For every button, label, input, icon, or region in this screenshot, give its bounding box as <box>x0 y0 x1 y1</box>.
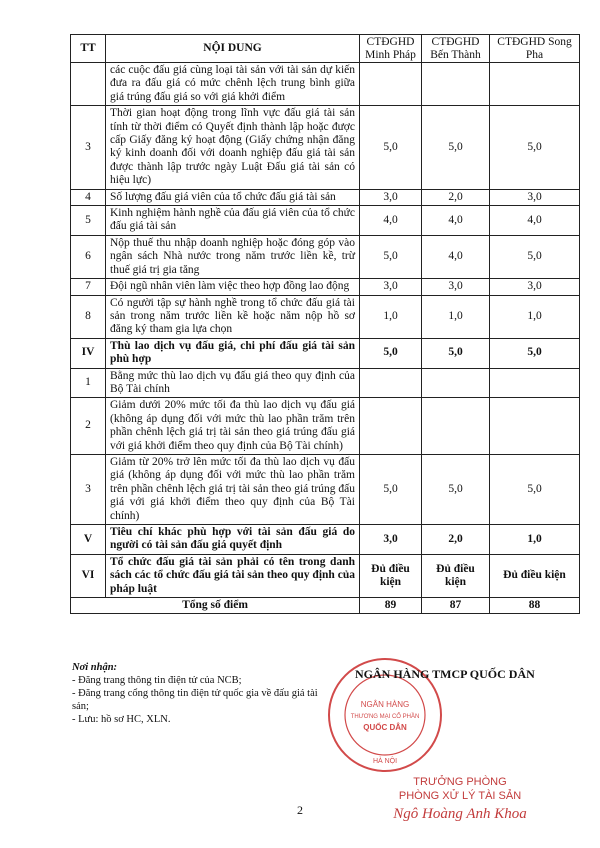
score-minh-phap: 5,0 <box>360 235 422 278</box>
score-ben-thanh: 2,0 <box>422 189 490 205</box>
score-ben-thanh: 2,0 <box>422 525 490 555</box>
row-criterion: Thù lao dịch vụ đấu giá, chi phí đấu giá tài sản phù hợp <box>106 338 360 368</box>
row-number: VI <box>71 554 106 597</box>
row-criterion: Thời gian hoạt động trong lĩnh vực đấu giá tài sản tính từ thời điểm có Quyết định thành lập hoặc được cấp Giấy đăng ký hoạt động (Giấy chứng nhận đăng ký kinh doanh đối với doanh nghiệp đấu giá tài sản được thành lập trước ngày Luật Đấu giá tài sản có hiệu lực) <box>106 106 360 189</box>
row-criterion: Kinh nghiệm hành nghề của đấu giá viên của tổ chức đấu giá tài sản <box>106 206 360 236</box>
table-row <box>71 63 580 106</box>
table-row <box>71 189 580 205</box>
score-minh-phap: 3,0 <box>360 279 422 295</box>
score-ben-thanh: 5,0 <box>422 454 490 524</box>
row-criterion: Tổ chức đấu giá tài sản phải có tên trong danh sách các tổ chức đấu giá tài sản theo quy định của pháp luật <box>106 554 360 597</box>
scoring-table <box>70 34 580 614</box>
row-criterion: Số lượng đấu giá viên của tổ chức đấu giá tài sản <box>106 189 360 205</box>
seal-text-top: NGÂN HÀNG <box>360 700 410 709</box>
total-row <box>71 598 580 614</box>
row-number: 7 <box>71 279 106 295</box>
score-ben-thanh: 1,0 <box>422 295 490 338</box>
seal-text-mid: THƯƠNG MẠI CỔ PHẦN <box>350 714 420 720</box>
score-song-pha: 1,0 <box>490 525 580 555</box>
bank-name: NGÂN HÀNG TMCP QUỐC DÂN <box>355 667 535 681</box>
notes-line: - Đăng trang thông tin điện tử của NCB; <box>72 675 242 686</box>
row-criterion: Tiêu chí khác phù hợp với tài sản đấu giá do người có tài sản đấu giá quyết định <box>106 525 360 555</box>
score-minh-phap: 5,0 <box>360 454 422 524</box>
score-minh-phap: 4,0 <box>360 206 422 236</box>
row-number: 1 <box>71 368 106 398</box>
table-row <box>71 206 580 236</box>
signer-title-line1: TRƯỞNG PHÒNG <box>413 776 507 788</box>
score-minh-phap: 3,0 <box>360 525 422 555</box>
score-ben-thanh: 3,0 <box>422 279 490 295</box>
signer-title <box>385 775 535 803</box>
score-song-pha: 4,0 <box>490 206 580 236</box>
row-number: 6 <box>71 235 106 278</box>
score-song-pha: 5,0 <box>490 235 580 278</box>
table-row <box>71 235 580 278</box>
table-row <box>71 554 580 597</box>
score-ben-thanh: 5,0 <box>422 106 490 189</box>
score-song-pha: 3,0 <box>490 279 580 295</box>
header-minh-phap: CTĐGHD Minh Pháp <box>360 35 422 63</box>
page-number: 2 <box>297 803 303 817</box>
score-song-pha: 5,0 <box>490 106 580 189</box>
row-number: V <box>71 525 106 555</box>
score-ben-thanh: 4,0 <box>422 206 490 236</box>
row-number <box>71 63 106 106</box>
notes-line: - Đăng trang cổng thông tin điện tử quốc gia về đấu giá tài sản; <box>72 688 318 712</box>
score-ben-thanh <box>422 368 490 398</box>
row-criterion: Nộp thuế thu nhập doanh nghiệp hoặc đóng góp vào ngân sách Nhà nước trong năm trước liền kề, trừ thuế giá trị gia tăng <box>106 235 360 278</box>
score-ben-thanh <box>422 398 490 455</box>
row-number: IV <box>71 338 106 368</box>
score-minh-phap <box>360 398 422 455</box>
score-minh-phap: Đủ điều kiện <box>360 554 422 597</box>
row-criterion: Giảm từ 20% trở lên mức tối đa thù lao dịch vụ đấu giá (không áp dụng đối với mức thù lao phần trăm trên phần chênh lệch giá trị tài sản theo giá trúng đấu giá với giá khởi điểm theo quy định của Bộ Tài chính) <box>106 454 360 524</box>
row-criterion: các cuộc đấu giá cùng loại tài sản với tài sản dự kiến đưa ra đấu giá có mức chênh lệch trung bình giữa giá trúng đấu giá so với giá khởi điểm <box>106 63 360 106</box>
score-song-pha: 3,0 <box>490 189 580 205</box>
header-content: NỘI DUNG <box>106 35 360 63</box>
row-criterion: Bằng mức thù lao dịch vụ đấu giá theo quy định của Bộ Tài chính <box>106 368 360 398</box>
recipients-notes <box>72 661 332 726</box>
row-number: 5 <box>71 206 106 236</box>
score-song-pha <box>490 63 580 106</box>
score-minh-phap: 5,0 <box>360 338 422 368</box>
signer-name: Ngô Hoàng Anh Khoa <box>393 806 527 822</box>
seal-ring-text: HÀ NỘI <box>372 758 398 765</box>
row-criterion: Đội ngũ nhân viên làm việc theo hợp đồng lao động <box>106 279 360 295</box>
row-number: 3 <box>71 454 106 524</box>
total-song-pha: 88 <box>490 598 580 614</box>
score-song-pha: 5,0 <box>490 454 580 524</box>
score-song-pha: 5,0 <box>490 338 580 368</box>
score-minh-phap: 3,0 <box>360 189 422 205</box>
score-ben-thanh: 4,0 <box>422 235 490 278</box>
row-criterion: Giảm dưới 20% mức tối đa thù lao dịch vụ đấu giá (không áp dụng đối với mức thù lao phần trăm trên phần chênh lệch giá trị tài sản theo giá trúng đấu giá với giá khởi điểm theo quy định của Bộ Tài chính) <box>106 398 360 455</box>
header-ben-thanh: CTĐGHD Bến Thành <box>422 35 490 63</box>
score-minh-phap: 5,0 <box>360 106 422 189</box>
table-row <box>71 454 580 524</box>
table-row <box>71 106 580 189</box>
row-number: 4 <box>71 189 106 205</box>
row-criterion: Có người tập sự hành nghề trong tổ chức đấu giá tài sản trong năm trước liền kề hoặc năm nộp hồ sơ đăng ký tham gia lựa chọn <box>106 295 360 338</box>
score-ben-thanh <box>422 63 490 106</box>
score-song-pha: 1,0 <box>490 295 580 338</box>
notes-line: - Lưu: hồ sơ HC, XLN. <box>72 714 171 725</box>
score-song-pha: Đủ điều kiện <box>490 554 580 597</box>
seal-text-bottom: QUỐC DÂN <box>363 723 407 732</box>
total-minh-phap: 89 <box>360 598 422 614</box>
table-row <box>71 338 580 368</box>
total-ben-thanh: 87 <box>422 598 490 614</box>
score-song-pha <box>490 368 580 398</box>
row-number: 2 <box>71 398 106 455</box>
table-row <box>71 279 580 295</box>
score-minh-phap: 1,0 <box>360 295 422 338</box>
table-row <box>71 525 580 555</box>
total-label: Tổng số điểm <box>71 598 360 614</box>
score-ben-thanh: 5,0 <box>422 338 490 368</box>
table-header-row <box>71 35 580 63</box>
header-song-pha: CTĐGHD Song Pha <box>490 35 580 63</box>
row-number: 3 <box>71 106 106 189</box>
notes-title: Nơi nhận: <box>72 662 118 673</box>
score-song-pha <box>490 398 580 455</box>
score-minh-phap <box>360 63 422 106</box>
signer-title-line2: PHÒNG XỬ LÝ TÀI SẢN <box>398 790 522 802</box>
table-row <box>71 398 580 455</box>
score-ben-thanh: Đủ điều kiện <box>422 554 490 597</box>
table-row <box>71 368 580 398</box>
table-row <box>71 295 580 338</box>
score-minh-phap <box>360 368 422 398</box>
row-number: 8 <box>71 295 106 338</box>
header-tt: TT <box>71 35 106 63</box>
